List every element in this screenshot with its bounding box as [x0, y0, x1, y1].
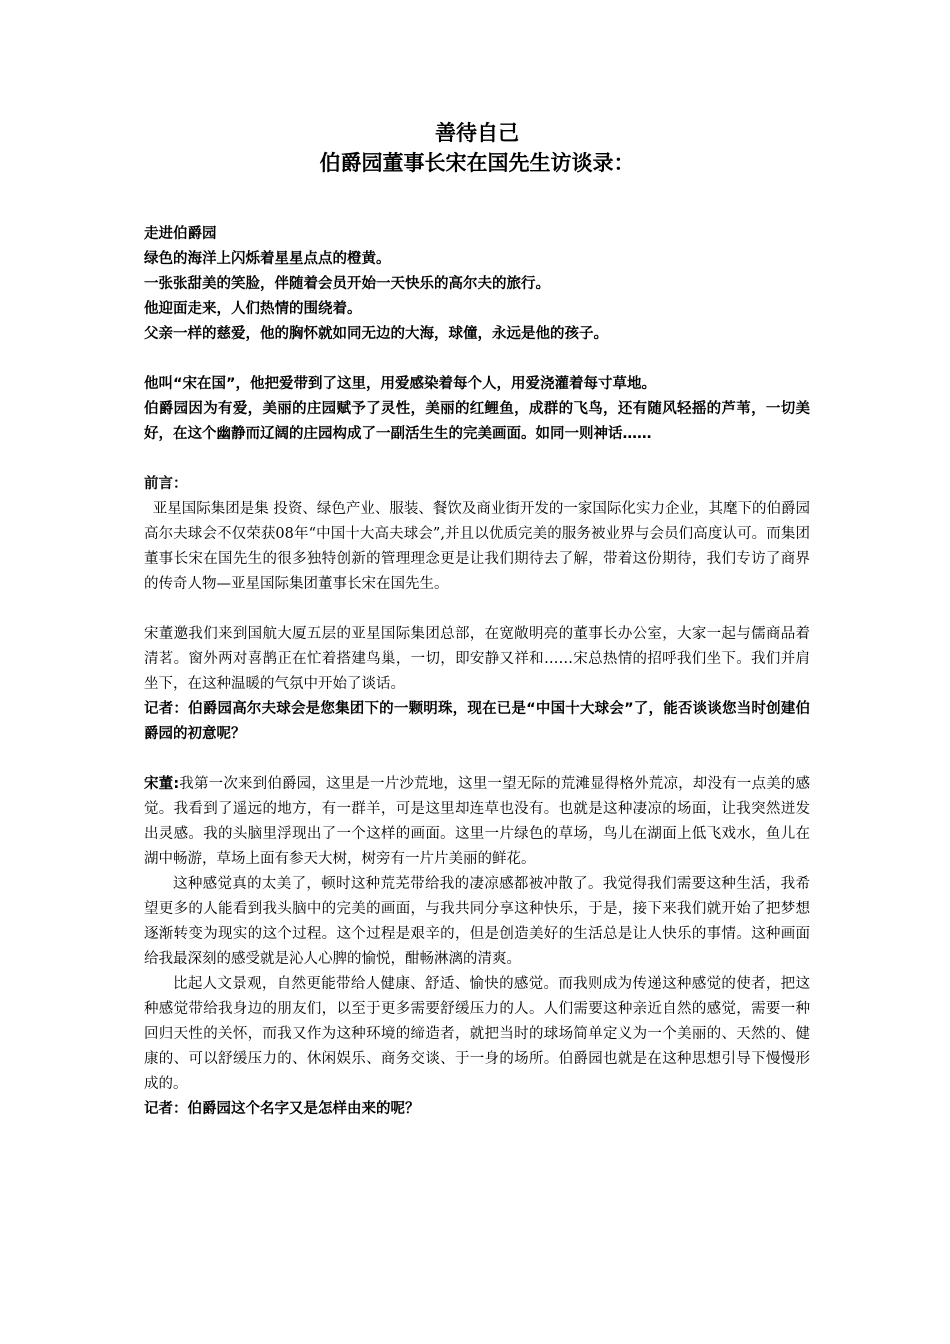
document-page	[144, 118, 810, 1122]
intro-line: 一张张甜美的笑脸，伴随着会员开始一天快乐的高尔夫的旅行。	[144, 276, 550, 292]
reporter-question: 记者：伯爵园这个名字又是怎样由来的呢？	[144, 1101, 420, 1117]
answer-text: 我第一次来到伯爵园，这里是一片沙荒地，这里一望无际的荒滩显得格外荒凉，却没有一点美的感觉。我看到了遥远的地方，有一群羊，可是这里却连草也没有。也就是这种凄凉的场面，让我突然迸发出灵感。我的头脑里浮现出了一个这样的画面。这里一片绿色的草场，鸟儿在湖面上低飞戏水，鱼儿在湖中畅游，草场上面有参天大树，树旁有一片片美丽的鲜花。	[144, 776, 810, 867]
intro-line: 绿色的海洋上闪烁着星星点点的橙黄。	[144, 251, 391, 267]
title-line-1: 善待自己	[435, 121, 519, 145]
answer-paragraph: 这种感觉真的太美了，顿时这种荒芜带给我的凄凉感都被冲散了。我觉得我们需要这种生活，我希望更多的人能看到我头脑中的完美的画面，与我共同分享这种快乐，于是，接下来我们就开始了把梦想逐渐转变为现实的这个过程。这个过程是艰辛的，但是创造美好的生活总是让人快乐的事情。这种画面给我最深刻的感受就是沁人心脾的愉悦，酣畅淋漓的清爽。	[144, 876, 810, 967]
speaker-label: 宋董:	[144, 776, 180, 792]
answer-paragraph	[144, 772, 810, 872]
intro-line: 他迎面走来，人们热情的围绕着。	[144, 301, 362, 317]
document-title	[144, 118, 810, 178]
intro-section	[144, 222, 810, 447]
intro-line: 他叫“宋在国”，他把爱带到了这里，用爱感染着每个人，用爱浇灌着每寸草地。	[144, 376, 657, 392]
preface-paragraph: 宋董邀我们来到国航大厦五层的亚星国际集团总部，在宽敞明亮的董事长办公室，大家一起与儒商品着清茗。窗外两对喜鹊正在忙着搭建鸟巢，一切，即安静又祥和……宋总热情的招呼我们坐下。我们并肩坐下，在这种温暖的气氛中开始了谈话。	[144, 626, 810, 692]
preface-heading: 前言：	[144, 476, 188, 492]
answer-paragraph: 比起人文景观，自然更能带给人健康、舒适、愉快的感觉。而我则成为传递这种感觉的使者，把这种感觉带给我身边的朋友们，以至于更多需要舒缓压力的人。人们需要这种亲近自然的感觉，需要一种回归天性的关怀，而我又作为这种环境的缔造者，就把当时的球场简单定义为一个美丽的、天然的、健康的、可以舒缓压力的、休闲娱乐、商务交谈、于一身的场所。伯爵园也就是在这种思想引导下慢慢形成的。	[144, 976, 810, 1092]
title-line-2: 伯爵园董事长宋在国先生访谈录：	[319, 151, 635, 175]
intro-paragraph: 伯爵园因为有爱，美丽的庄园赋予了灵性，美丽的红鲤鱼，成群的飞鸟，还有随风轻摇的芦苇，一切美好，在这个幽静而辽阔的庄园构成了一副活生生的完美画面。如同一则神话……	[144, 401, 810, 442]
preface-paragraph: 亚星国际集团是集 投资、绿色产业、服装、餐饮及商业街开发的一家国际化实力企业，其麾下的伯爵园高尔夫球会不仅荣获08年“中国十大高夫球会”,并且以优质完美的服务被业界与会员们高度认可。而集团董事长宋在国先生的很多独特创新的管理理念更是让我们期待去了解，带着这份期待，我们专访了商界的传奇人物—亚星国际集团董事长宋在国先生。	[144, 501, 810, 592]
reporter-question: 记者：伯爵园高尔夫球会是您集团下的一颗明珠，现在已是“中国十大球会”了，能否谈谈您当时创建伯爵园的初意呢？	[144, 701, 810, 742]
intro-heading: 走进伯爵园	[144, 226, 217, 242]
intro-line: 父亲一样的慈爱，他的胸怀就如同无边的大海，球僮，永远是他的孩子。	[144, 326, 608, 342]
